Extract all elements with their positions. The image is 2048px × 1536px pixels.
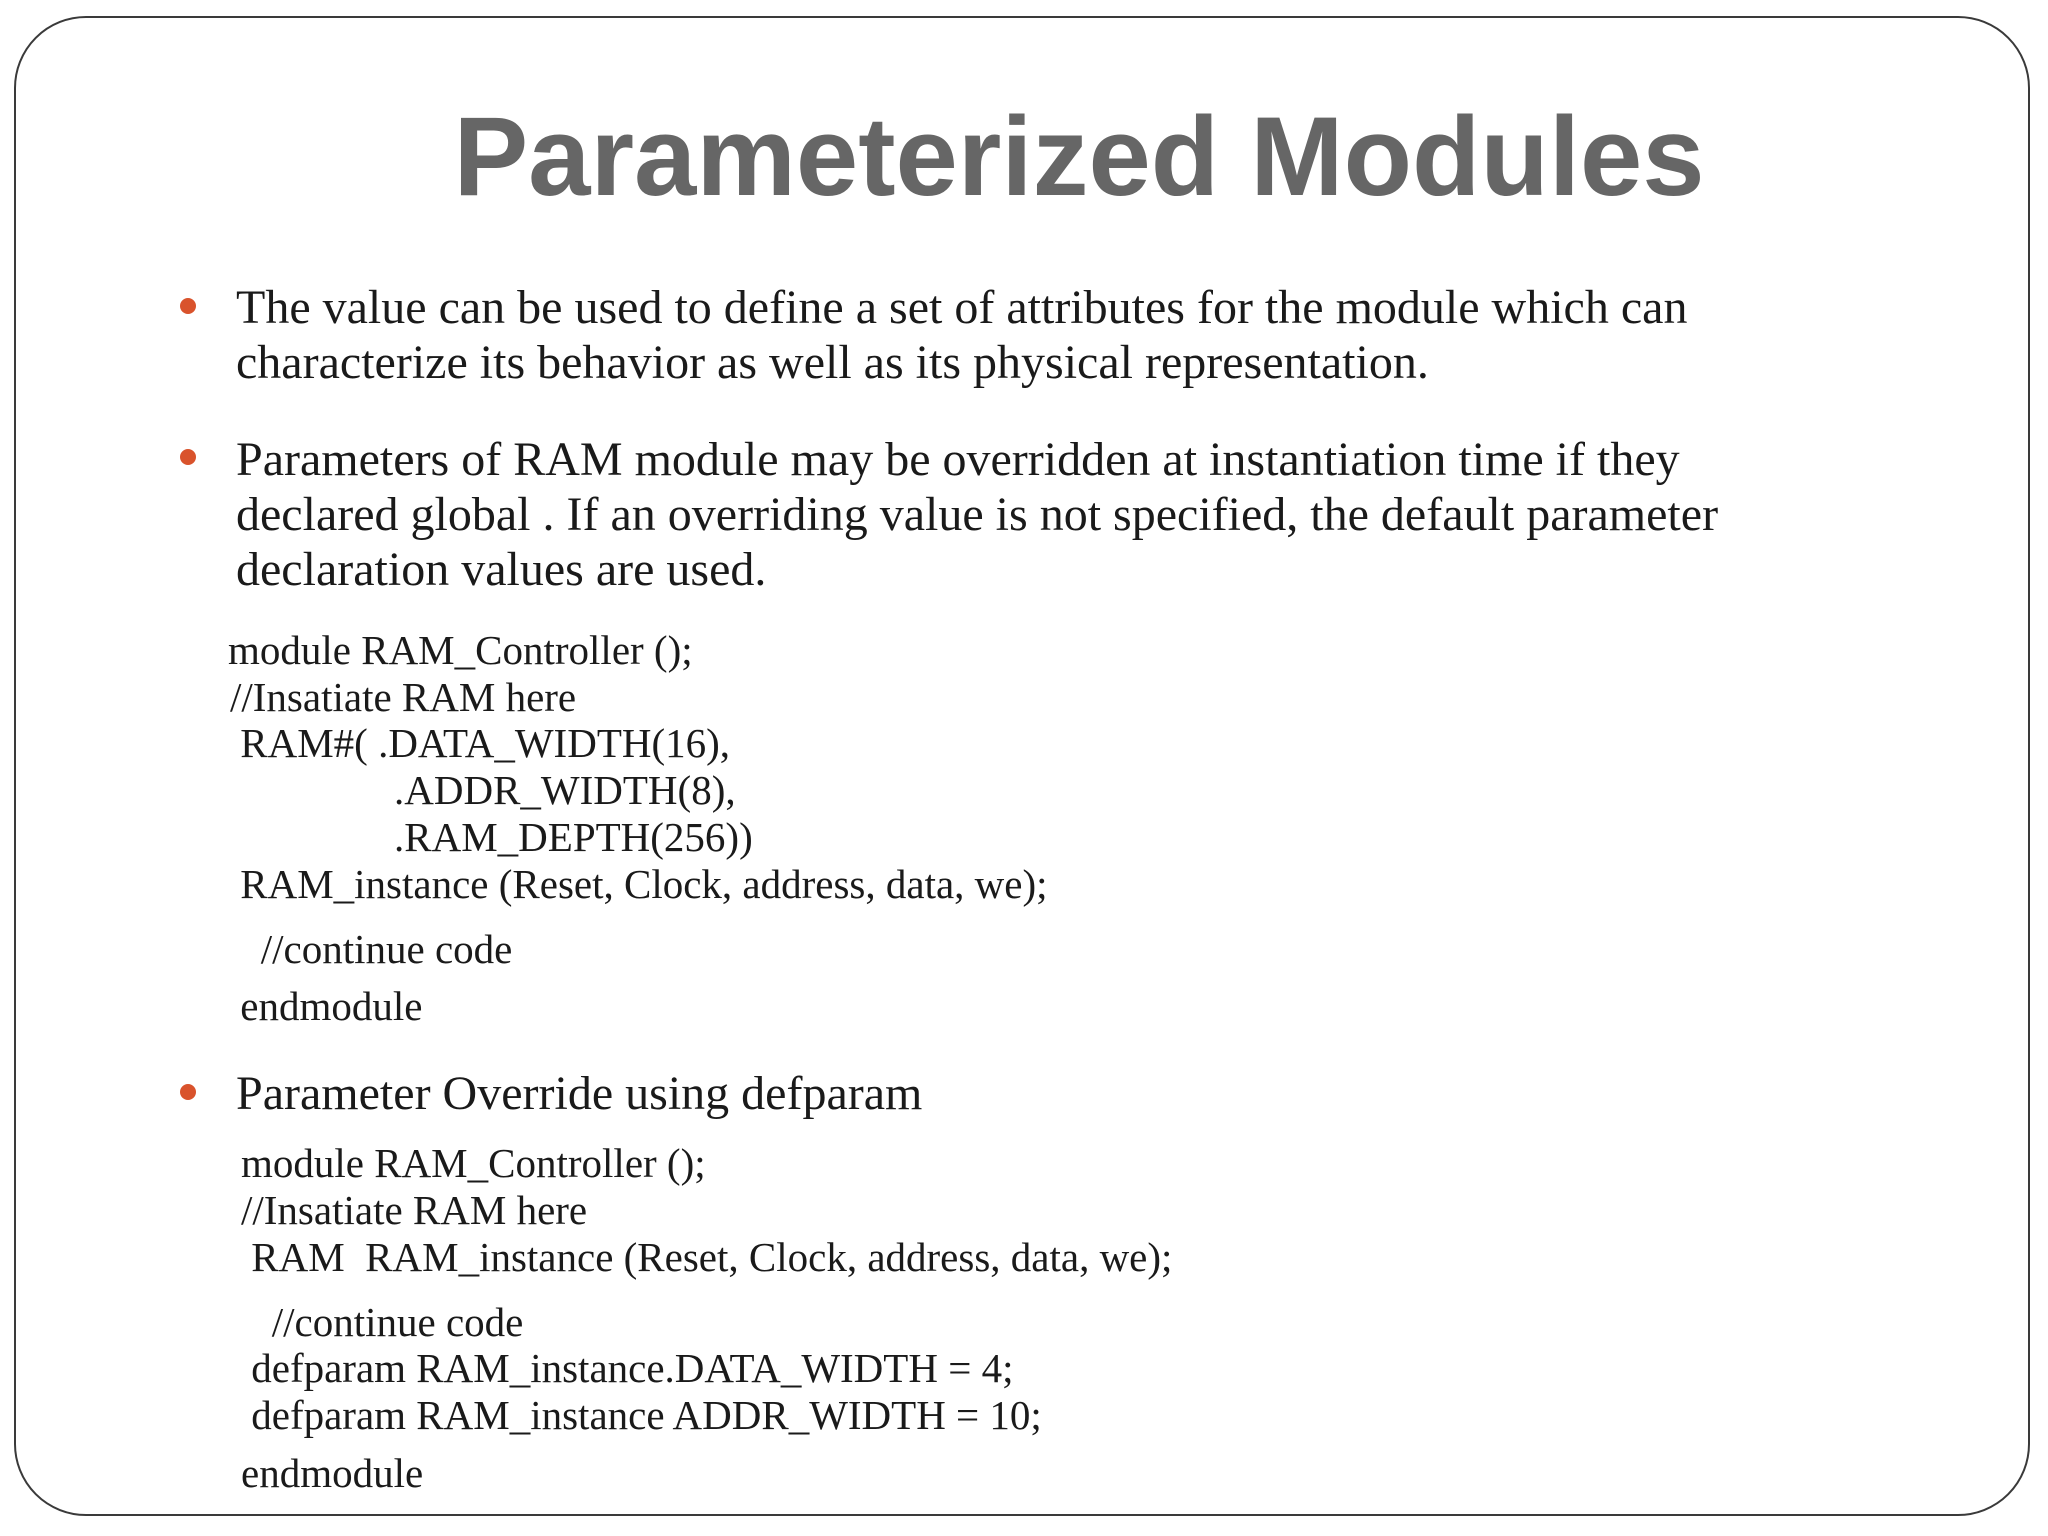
bullet-1-line-1: The value can be used to define a set of attributes for the module which can (236, 281, 1688, 334)
code-line: //Insatiate RAM here (241, 1187, 588, 1233)
bullet-2-line-1: Parameters of RAM module may be overridden at instantiation time if they (236, 433, 1680, 486)
bullet-dot-2 (180, 449, 196, 465)
bullet-2-line-3: declaration values are used. (236, 543, 767, 596)
code-line: //continue code (241, 1299, 524, 1345)
bullet-dot-1 (180, 298, 196, 314)
code-line: //Insatiate RAM here (230, 674, 577, 720)
code-line: endmodule (241, 1450, 424, 1496)
code-line: RAM RAM_instance (Reset, Clock, address, data, we); (241, 1234, 1173, 1280)
code-line: defparam RAM_instance ADDR_WIDTH = 10; (241, 1392, 1042, 1438)
code-line: endmodule (230, 983, 423, 1029)
code-line: .RAM_DEPTH(256)) (230, 814, 753, 860)
slide-title: Parameterized Modules (453, 94, 1705, 219)
code-line: module RAM_Controller (); (228, 627, 693, 673)
code-line: RAM_instance (Reset, Clock, address, data, we); (230, 861, 1048, 907)
bullet-3-line-1: Parameter Override using defparam (236, 1067, 923, 1120)
bullet-1-line-2: characterize its behavior as well as its physical representation. (236, 336, 1429, 389)
code-line: //continue code (230, 926, 513, 972)
bullet-dot-3 (180, 1084, 196, 1100)
code-line: defparam RAM_instance.DATA_WIDTH = 4; (241, 1345, 1014, 1391)
bullet-3 (236, 1066, 1836, 1121)
code-line: RAM#( .DATA_WIDTH(16), (230, 720, 731, 766)
bullet-2-line-2: declared global . If an overriding value is not specified, the default parameter (236, 488, 1719, 541)
bullet-1 (236, 280, 1836, 390)
bullet-2 (236, 432, 1836, 597)
code-line: module RAM_Controller (); (241, 1140, 706, 1186)
code-line: .ADDR_WIDTH(8), (230, 767, 736, 813)
